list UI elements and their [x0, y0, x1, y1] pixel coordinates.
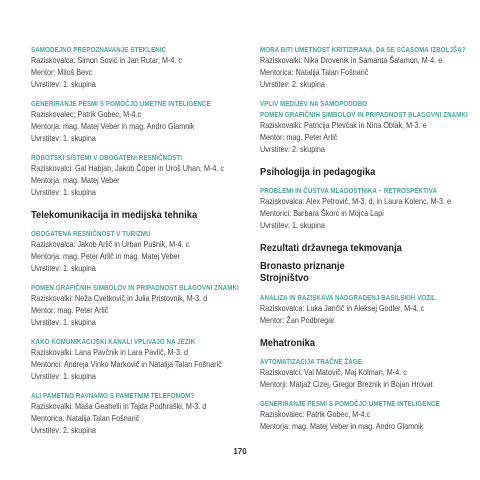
project-title: GENERIRANJE PESMI S POMOČJO UMETNE INTELIGENCE — [260, 399, 440, 408]
project-detail-line: Mentorja: mag. Peter Arlič in mag. Matej Veber — [31, 252, 180, 261]
project-detail-line: Uvrstitev: 2. skupina — [31, 426, 96, 435]
project-entry — [260, 185, 466, 232]
project-detail-line: Raziskovalec: Patrik Gobec, M-4.c — [31, 110, 142, 119]
project-entry — [31, 228, 247, 275]
right-entries-results — [260, 292, 466, 327]
project-detail-line: Raziskovalki: Lana Pavčnik in Lara Pavlič, M-3. d — [31, 348, 188, 357]
project-entry — [260, 98, 466, 109]
project-detail-line: Uvrstitev: 1. skupina — [31, 188, 96, 197]
project-detail-line: Raziskovalec: Patrik Gobec, M-4.c — [260, 410, 371, 419]
project-title: VPLIV MEDIJEV NA SAMOPODOBO — [260, 99, 368, 108]
project-detail-line: Uvrstitev: 1. skupina — [31, 80, 96, 89]
project-title: ALI PAMETNO RAVNAMO S PAMETNIM TELEFONOM? — [31, 391, 195, 400]
section-title-telekomunikacija: Telekomunikacija in medijska tehnika — [31, 210, 198, 221]
project-detail-line: Mentorja: mag. Matej Veber — [31, 176, 120, 185]
project-detail-line: Uvrstitev: 1. skupina — [260, 221, 325, 230]
project-detail-line: Uvrstitev: 1. skupina — [31, 264, 96, 273]
project-detail-line: Mentorja: mag. Matej Veber in mag. Andro Glamnik — [260, 422, 424, 431]
project-detail-line: Uvrstitev: 1. skupina — [31, 134, 96, 143]
project-entry — [260, 292, 466, 327]
project-detail-line: Raziskovalci: Val Matovič, Maj Kolman, M-4. c — [260, 368, 407, 377]
project-title: ROBOTSKI SISTEMI V OBOGATENI RESNIČNOSTI — [31, 153, 183, 162]
project-detail-line: Mentor: Žan Podbregar — [260, 316, 335, 325]
project-detail-line: Mentorja: mag. Matej Veber in mag. Andro Glamnik — [31, 122, 195, 131]
project-detail-line: Uvrstitev: 2. skupina — [260, 145, 325, 154]
right-entries-mech — [260, 356, 466, 433]
left-column — [31, 44, 247, 444]
project-title: ANALIZA IN RAZISKAVA NADGRADENJ BASILSKIH VOZIL — [260, 293, 436, 302]
project-title: POMEN GRAFIČNIH SIMBOLOV IN PRIPADNOST BLAGOVNI ZNAMKI — [31, 283, 239, 292]
project-detail-line: Mentorici: Andreja Vinko Markovič in Natalija Talan Fošnarič — [31, 360, 222, 369]
project-detail-line: Mentor: mag. Peter Arlič — [260, 133, 338, 142]
project-detail-line: Raziskovalca: Jakob Arlič in Urban Pušnik, M-4. c — [31, 240, 190, 249]
project-detail-line: Raziskovalki: Nika Drovenik in Samanta Šalamon, M-4. e — [260, 56, 443, 65]
project-detail-line: Mentor: mag. Peter Arlič — [31, 306, 109, 315]
section-title-rezultati: Rezultati državnega tekmovanja — [260, 243, 402, 254]
award-title: Bronasto priznanje — [260, 261, 345, 272]
project-detail-line: Mentorici: Barbara Škorc in Mojca Lapi — [260, 209, 384, 218]
project-detail-line: Mentorica: Natalija Talan Fošnarič — [260, 68, 369, 77]
left-entries-top — [31, 44, 247, 199]
project-entry — [31, 44, 247, 91]
project-detail-line: Mentorji: Matjaž Cizej, Gregor Breznik in Bojan Hrovat — [260, 380, 433, 389]
project-detail-line: Raziskovalki: Neža Cvetkovič in Julia Pristovnik, M-3. d — [31, 294, 208, 303]
project-entry — [31, 98, 247, 145]
project-detail-line: Raziskovalki: Maša Geahelli in Tajda Podhraški, M-3. d — [31, 402, 207, 411]
project-title: PROBLEMI IN ČUSTVA MLADOSTNIKA – RETROSPEKTIVA — [260, 186, 438, 195]
right-entries-top — [260, 44, 466, 156]
project-detail-line: Uvrstitev: 1. skupina — [31, 372, 96, 381]
section-title-mehatronika: Mehatronika — [260, 338, 316, 349]
project-entry — [260, 44, 466, 91]
project-detail-line: Uvrstitev: 2. skupina — [260, 80, 325, 89]
left-entries-bottom — [31, 228, 247, 437]
project-detail-line: Uvrstitev: 1. skupina — [31, 318, 96, 327]
project-entry — [31, 152, 247, 199]
field-title: Strojništvo — [260, 273, 309, 284]
project-entry — [260, 109, 466, 156]
project-title: SAMODEJNO PREPOZNAVANJE STEKLENIC — [31, 45, 167, 54]
project-detail-line: Mentorica: Natalija Talan Fošnarič — [31, 414, 140, 423]
project-detail-line: Raziskovalci: Gal Habjan, Jakob Čoper in Uroš Uhan, M-4. c — [31, 164, 225, 173]
project-title: AVTOMATIZACIJA TRAČNE ŽAGE — [260, 357, 362, 366]
section-title-psihologija: Psihologija in pedagogika — [260, 167, 376, 178]
project-detail-line: Raziskovalca: Luka Jančič in Aleksej Godler, M-4. c — [260, 304, 425, 313]
project-entry — [260, 398, 466, 433]
project-title: MORA BITI UMETNOST KRITIZIRANA, DA SE SČASOMA IZBOLJŠA? — [260, 45, 466, 54]
project-entry — [31, 390, 247, 437]
project-entry — [31, 282, 247, 329]
project-detail-line: Mentor: Miloš Bevc — [31, 68, 93, 77]
project-detail-line: Raziskovalca: Simon Sović in Jan Rutar, M-4. c — [31, 56, 182, 65]
project-detail-line: Raziskovalca: Alex Petrovič, M-3. d, in Laura Kolenc, M-3. e — [260, 197, 452, 206]
project-title: KAKO KOMUNIKACIJSKI KANALI VPLIVAJO NA JEZIK — [31, 337, 196, 346]
right-column — [260, 44, 466, 440]
project-title: POMEN GRAFIČNIH SIMBOLOV IN PRIPADNOST BLAGOVNI ZNAMKI — [260, 110, 468, 119]
right-entries-psych — [260, 185, 466, 232]
page-number: 170 — [233, 447, 247, 456]
project-title: OBOGATENA RESNIČNOST V TURIZMU — [31, 229, 151, 238]
project-title: GENERIRANJE PESMI S POMOČJO UMETNE INTELIGENCE — [31, 99, 211, 108]
project-entry — [31, 336, 247, 383]
project-entry — [260, 356, 466, 391]
project-detail-line: Raziskovalki: Patricija Plevčak in Nina Oblak, M-3. e — [260, 121, 427, 130]
